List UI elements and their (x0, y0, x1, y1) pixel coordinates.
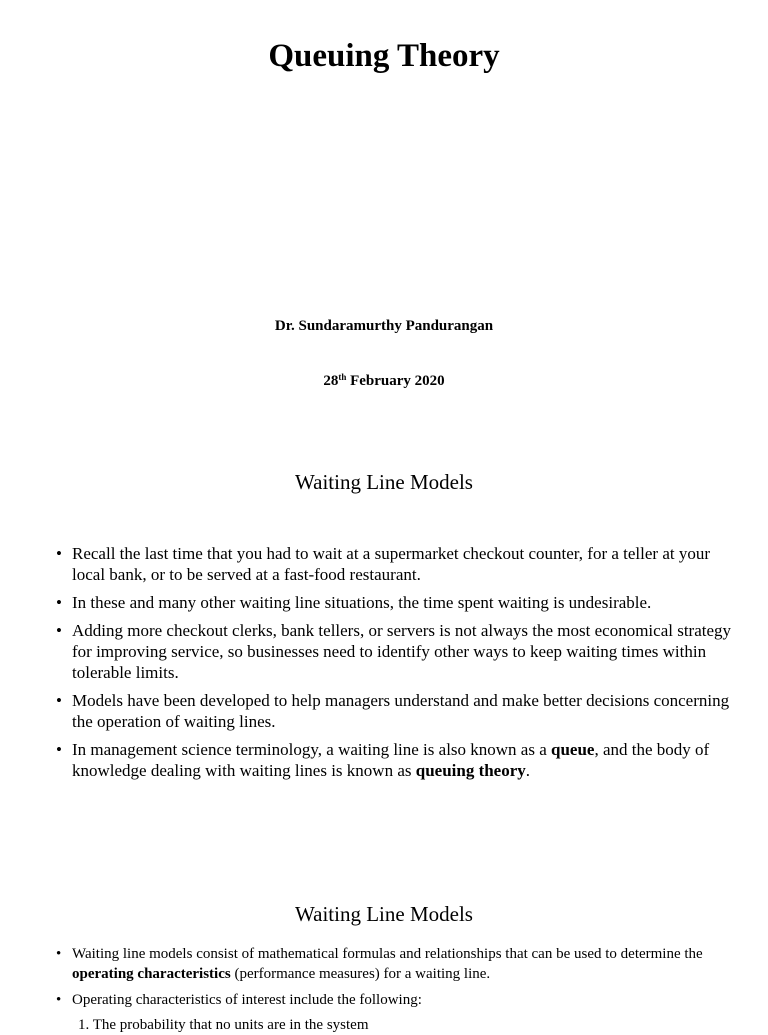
list-item (56, 543, 736, 585)
section-heading-waiting-line-models-2: Waiting Line Models (295, 902, 473, 926)
date-ordinal-suffix: th (338, 372, 347, 382)
numbered-list-item: 1. The probability that no units are in the system (78, 1017, 369, 1033)
bullet-text: Recall the last time that you had to wait at a supermarket checkout counter, for a teller at your local bank, or to be served at a fast-food restaurant. (72, 544, 710, 584)
bullet-icon: • (56, 691, 62, 710)
bullet-text: In these and many other waiting line situations, the time spent waiting is undesirable. (72, 593, 652, 612)
term-queue: queue (551, 740, 595, 759)
date-rest: February 2020 (350, 373, 445, 389)
list-item (56, 690, 736, 732)
author-name: Dr. Sundaramurthy Pandurangan (274, 318, 494, 334)
list-item (56, 990, 736, 1010)
bullet-icon: • (56, 740, 62, 759)
term-operating-characteristics: operating characteristics (72, 966, 231, 982)
list-item (56, 620, 736, 683)
bullet-text-part: In management science terminology, a waiting line is also known as a (72, 740, 552, 759)
section2-bullet-list (56, 944, 736, 1016)
document-title: Queuing Theory (268, 38, 500, 74)
bullet-icon: • (56, 992, 62, 1008)
list-item (56, 739, 736, 781)
bullet-icon: • (56, 593, 62, 612)
list-item (56, 944, 736, 984)
bullet-text (72, 946, 703, 982)
section1-bullet-list (56, 543, 736, 788)
bullet-text: Operating characteristics of interest include the following: (72, 992, 422, 1008)
bullet-icon: • (56, 946, 62, 962)
bullet-text: Adding more checkout clerks, bank tellers, or servers is not always the most economical strategy for improving service, so businesses need to identify other ways to keep waiting times within tolerable limits. (72, 621, 732, 682)
term-queuing-theory: queuing theory (415, 761, 526, 780)
bullet-text-part: Waiting line models consist of mathematical formulas and relationships that can be used to determine the (72, 946, 703, 962)
presentation-date (0, 371, 768, 391)
bullet-text: Models have been developed to help managers understand and make better decisions concerning the operation of waiting lines. (72, 691, 730, 731)
section-heading-waiting-line-models: Waiting Line Models (295, 470, 473, 494)
bullet-text-part: . (525, 761, 531, 780)
list-item (56, 592, 736, 613)
bullet-icon: • (56, 621, 62, 640)
bullet-text-part: , and the body of knowledge dealing with waiting lines is known as (72, 740, 710, 780)
bullet-text (72, 740, 709, 780)
date-day: 28 (323, 373, 339, 389)
bullet-text-part: (performance measures) for a waiting line. (230, 966, 491, 982)
bullet-icon: • (56, 544, 62, 563)
